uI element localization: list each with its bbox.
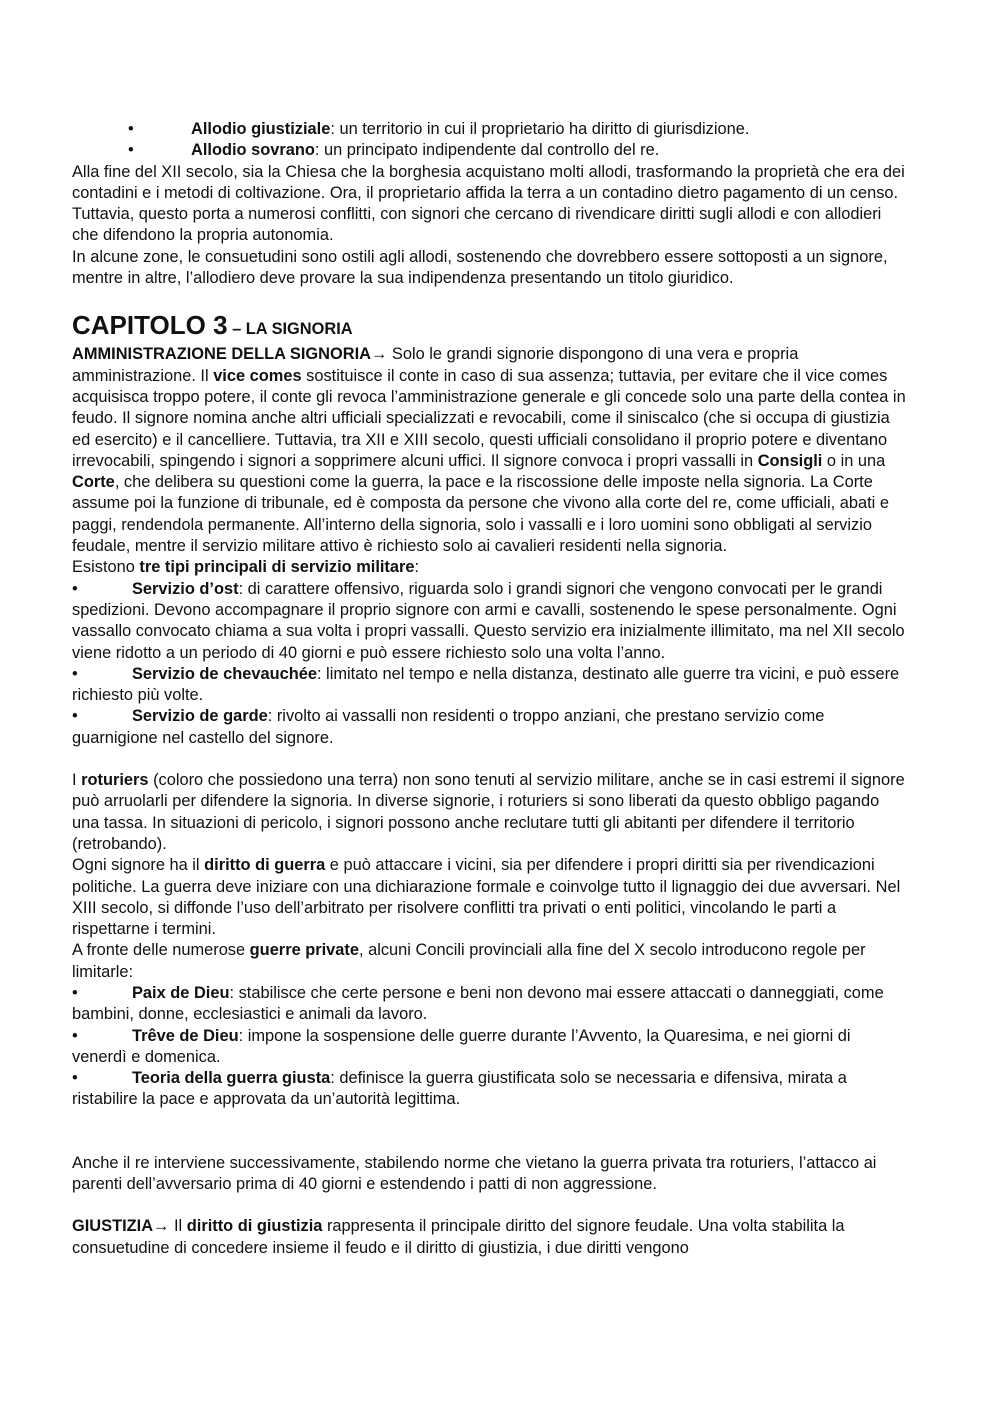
- paragraph-roturiers: I roturiers (coloro che possiedono una terra) non sono tenuti al servizio militare, anche se in casi estremi il signore può arruolarli per difendere la signoria. In diverse signorie, i roturiers si sono liberati da questo obbligo pagando una tassa. In situazioni di pericolo, i signori possono anche reclutare tutti gli abitanti per difendere il territorio (retrobando).: [72, 771, 905, 853]
- list-item: [72, 1026, 907, 1069]
- paragraph-re: Anche il re interviene successivamente, stabilendo norme che vietano la guerra privata tra roturiers, l’attacco ai parenti dell’avversario prima di 40 giorni e estendendo i patti di non aggressione.: [72, 1153, 877, 1194]
- bullet-term: Allodio sovrano: [191, 141, 315, 160]
- list-item: [72, 119, 907, 140]
- list-item: [72, 579, 907, 664]
- list-item: [72, 1068, 907, 1111]
- bullet-term: Trêve de Dieu: [132, 1026, 239, 1045]
- chapter-title: CAPITOLO 3: [72, 310, 228, 341]
- bullet-term: Servizio d’ost: [132, 579, 239, 598]
- paragraph-giustizia: GIUSTIZIA→ Il diritto di giustizia rappresenta il principale diritto del signore feudale. Una volta stabilita la consuetudine di concedere insieme il feudo e il diritto di giustizia, i due diritti vengono: [72, 1217, 845, 1257]
- paragraph-guerre-private: A fronte delle numerose guerre private, alcuni Concili provinciali alla fine del X secolo introducono regole per limitarle:: [72, 941, 866, 981]
- bullet-text: : limitato nel tempo e nella distanza, destinato alle guerre tra vicini, e può essere richiesto più volte.: [72, 664, 900, 705]
- bullet: •: [72, 983, 78, 1002]
- paragraph-servizio-intro: Esistono tre tipi principali di servizio militare:: [72, 558, 420, 577]
- arrow-right-icon: →: [153, 1217, 170, 1236]
- bullet: •: [72, 664, 78, 683]
- bullet-term: Paix de Dieu: [132, 983, 230, 1002]
- bullet-text: : di carattere offensivo, riguarda solo i grandi signori che vengono convocati per le grandi spedizioni. Devono accompagnare il proprio signore con armi e cavalli, sostenendo le spese personalmente. Ogni vassallo convocato chiama a sua volta i propri vassalli. Questo servizio era inizialmente illimitato, ma nel XII secolo viene ridotto a un periodo di 40 giorni e può essere richiesto solo una volta l’anno.: [72, 579, 905, 662]
- list-item: [72, 140, 907, 161]
- paragraph-amministrazione: AMMINISTRAZIONE DELLA SIGNORIA→ Solo le grandi signorie dispongono di una vera e propria amministrazione. Il vice comes sostituisce il conte in caso di sua assenza; tuttavia, per evitare che il vice comes acquisisca troppo potere, il conte gli revoca l’amministrazione generale e gli concede solo una parte della contea in feudo. Il signore nomina anche altri ufficiali specializzati e revocabili, come il siniscalco (che si occupa di giustizia ed esercito) e il cancelliere. Tuttavia, tra XII e XIII secolo, questi ufficiali consolidano il proprio potere e diventano irrevocabili, spingendo i signori a sopprimere alcuni uffici. Il signore convoca i propri vassalli in Consigli o in una Corte, che delibera su questioni come la guerra, la pace e la riscossione delle imposte nella signoria. La Corte assume poi la funzione di tribunale, ed è composta da persone che vivono alla corte del re, come ufficiali, abati e paggi, rendendola permanente. All’interno della signoria, solo i vassalli e i loro uomini sono obbligati al servizio feudale, mentre il servizio militare attivo è richiesto solo ai cavalieri residenti nella signoria.: [72, 345, 906, 556]
- bullet-term: Servizio de chevauchée: [132, 664, 317, 683]
- bullet-text: : un territorio in cui il proprietario ha diritto di giurisdizione.: [330, 120, 750, 138]
- list-item: [72, 983, 907, 1026]
- bullet-text: : un principato indipendente dal controllo del re.: [314, 141, 660, 160]
- bullet: •: [72, 1026, 78, 1045]
- bullet-text: : stabilisce che certe persone e beni non devono mai essere attaccati o danneggiati, come bambini, donne, ecclesiastici e animali da lavoro.: [72, 983, 884, 1024]
- chapter-heading: [72, 310, 907, 344]
- bullet-text: : definisce la guerra giustificata solo se necessaria e difensiva, mirata a ristabilire la pace e approvata da un’autorità legittima.: [72, 1069, 847, 1109]
- page-content: [72, 119, 907, 1259]
- bullet: •: [128, 120, 134, 138]
- section-heading: AMMINISTRAZIONE DELLA SIGNORIA: [72, 345, 371, 364]
- chapter-subtitle: – LA SIGNORIA: [227, 320, 353, 339]
- paragraph-guerra: Ogni signore ha il diritto di guerra e può attaccare i vicini, sia per difendere i propri diritti sia per rivendicazioni politiche. La guerra deve iniziare con una dichiarazione formale e coinvolge tutto il lignaggio dei due avversari. Nel XIII secolo, si diffonde l’uso dell’arbitrato per risolvere conflitti tra privati o enti politici, vincolando le parti a rispettarne i termini.: [72, 856, 901, 939]
- bullet-text: : rivolto ai vassalli non residenti o troppo anziani, che prestano servizio come guarnigione nel castello del signore.: [72, 707, 825, 747]
- bullet-term: Servizio de garde: [132, 707, 268, 726]
- bullet: •: [72, 579, 78, 598]
- list-item: [72, 664, 907, 707]
- bullet-text: : impone la sospensione delle guerre durante l’Avvento, la Quaresima, e nei giorni di venerdì e domenica.: [72, 1026, 851, 1066]
- bullet-term: Teoria della guerra giusta: [132, 1069, 331, 1088]
- arrow-right-icon: →: [370, 345, 388, 364]
- bullet: •: [72, 1069, 78, 1088]
- section-heading: GIUSTIZIA: [72, 1217, 154, 1236]
- paragraph-allodi: Alla fine del XII secolo, sia la Chiesa che la borghesia acquistano molti allodi, trasformando la proprietà che era dei contadini e i metodi di coltivazione. Ora, il proprietario affida la terra a un contadino dietro pagamento di un censo. Tuttavia, questo porta a numerosi conflitti, con signori che cercano di rivendicare diritti sugli allodi e con allodieri che difendono la propria autonomia.: [72, 162, 905, 245]
- bullet: •: [72, 707, 78, 726]
- bullet-term: Allodio giustiziale: [191, 120, 331, 138]
- bullet: •: [128, 141, 134, 160]
- list-item: [72, 706, 907, 749]
- paragraph-consuetudini: In alcune zone, le consuetudini sono ostili agli allodi, sostenendo che dovrebbero essere sottoposti a un signore, mentre in altre, l’allodiero deve provare la sua indipendenza presentando un titolo giuridico.: [72, 247, 888, 288]
